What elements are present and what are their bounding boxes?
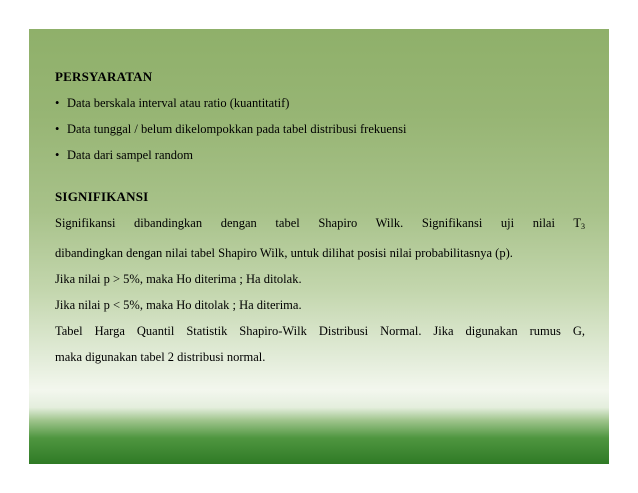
list-item-text: Data tunggal / belum dikelompokkan pada tabel distribusi frekuensi (67, 122, 407, 136)
bullet-icon: • (55, 148, 60, 162)
slide-content (55, 69, 585, 365)
persyaratan-list (55, 95, 585, 163)
list-item (55, 95, 585, 111)
list-item-text: Data berskala interval atau ratio (kuantitatif) (67, 96, 290, 110)
t-subscript: 3 (581, 222, 585, 231)
bullet-icon: • (55, 96, 60, 110)
list-item (55, 121, 585, 137)
signifikansi-line-5: Tabel Harga Quantil Statistik Shapiro-Wilk Distribusi Normal. Jika digunakan rumus G, (55, 324, 585, 338)
persyaratan-heading: PERSYARATAN (55, 69, 153, 84)
slide (29, 29, 609, 464)
signifikansi-line-1-text: Signifikansi dibandingkan dengan tabel Shapiro Wilk. Signifikansi uji nilai T (55, 216, 581, 230)
signifikansi-line-3: Jika nilai p > 5%, maka Ho diterima ; Ha ditolak. (55, 272, 302, 286)
list-item (55, 147, 585, 163)
signifikansi-heading: SIGNIFIKANSI (55, 189, 149, 204)
list-item-text: Data dari sampel random (67, 148, 193, 162)
signifikansi-line-6: maka digunakan tabel 2 distribusi normal. (55, 350, 266, 364)
signifikansi-line-2: dibandingkan dengan nilai tabel Shapiro Wilk, untuk dilihat posisi nilai probabilitasnya (p). (55, 246, 513, 260)
bullet-icon: • (55, 122, 60, 136)
signifikansi-line-4: Jika nilai p < 5%, maka Ho ditolak ; Ha diterima. (55, 298, 302, 312)
signifikansi-line-1 (55, 215, 585, 235)
